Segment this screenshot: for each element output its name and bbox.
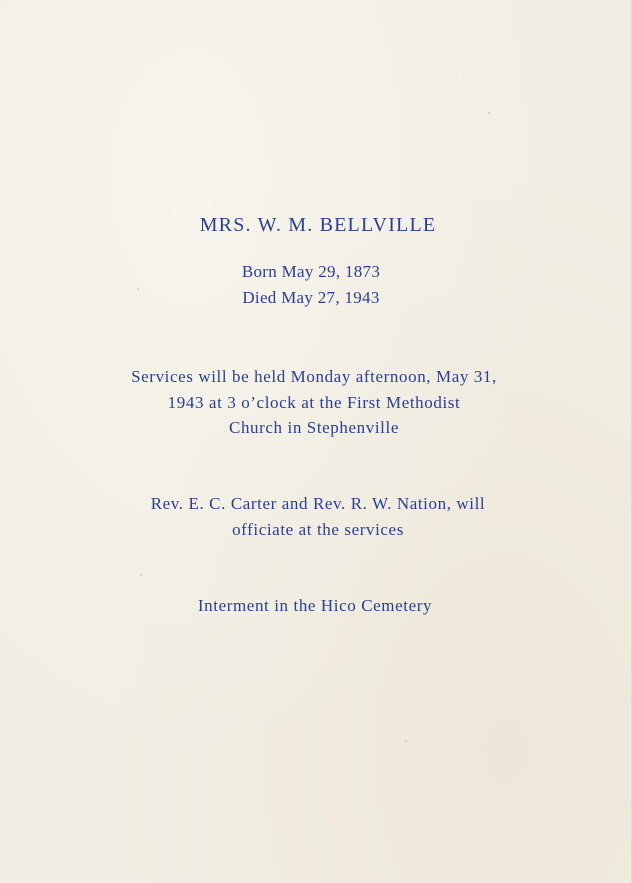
services-line-1: Services will be held Monday afternoon, May 31,	[131, 367, 497, 386]
interment-line: Interment in the Hico Cemetery	[197, 596, 433, 615]
deceased-name: MRS. W. M. BELLVILLE	[199, 214, 437, 236]
paper-fleck	[488, 112, 490, 114]
death-date: Died May 27, 1943	[242, 288, 380, 307]
officiants-line-2: officiate at the services	[232, 520, 404, 539]
officiants-line-1: Rev. E. C. Carter and Rev. R. W. Nation, will	[150, 494, 486, 513]
services-line-2: 1943 at 3 o’clock at the First Methodist	[167, 393, 461, 412]
paper-fleck	[140, 574, 142, 576]
services-line-3: Church in Stephenville	[229, 418, 399, 437]
paper-fleck	[405, 740, 407, 742]
birth-date: Born May 29, 1873	[241, 262, 381, 281]
